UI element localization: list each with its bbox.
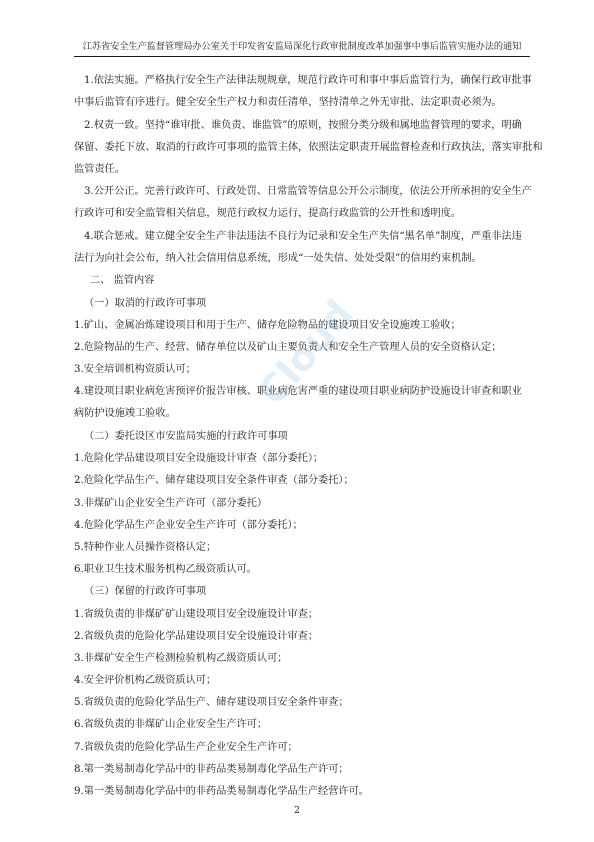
list-item: 7.省级负责的危险化学品生产企业安全生产许可； — [74, 742, 298, 753]
document-header: 江苏省安全生产监督管理局办公室关于印发省安监局深化行政审批制度改革加强事中事后监管实施办法的通知 — [82, 41, 522, 52]
list-item: 5.特种作业人员操作资格认定； — [74, 542, 217, 553]
paragraph-line: 监管责任。 — [74, 164, 125, 175]
paragraph-line: 保留、委托下放、取消的行政许可事项的监管主体，依照法定职责开展监督检查和行政执法，落实审批和 — [74, 142, 543, 153]
paragraph-line: 中事后监管有序进行。健全安全生产权力和责任清单，坚持清单之外无审批、法定职责必须为。 — [74, 97, 502, 108]
paragraph-line: 3.公开公正。完善行政许可、行政处罚、日常监管等信息公开公示制度，依法公开所承担的安全生产 — [84, 186, 532, 197]
header-rule — [74, 56, 530, 57]
paragraph-line: 2.权责一致。坚持“谁审批、谁负责、谁监管”的原则，按照分类分级和属地监督管理的要求，明确 — [84, 120, 522, 131]
subsection-heading: （三）保留的行政许可事项 — [84, 586, 207, 597]
list-item: 2.危险化学品生产、储存建设项目安全条件审查（部分委托）； — [74, 475, 354, 486]
section-heading: 二、 监管内容 — [90, 275, 155, 286]
page-number: 2 — [294, 806, 300, 816]
subsection-heading: （二）委托设区市安监局实施的行政许可事项 — [84, 431, 288, 442]
watermark: Cloud — [250, 292, 362, 414]
list-item: 4.危险化学品生产企业安全生产许可（部分委托）； — [74, 520, 303, 531]
list-item: 3.安全培训机构资质认可； — [74, 364, 196, 375]
list-item: 4.建设项目职业病危害预评价报告审核、职业病危害严重的建设项目职业病防护设施设计审查和职业 — [74, 386, 522, 397]
list-item: 2.危险物品的生产、经营、储存单位以及矿山主要负责人和安全生产管理人员的安全资格认定； — [74, 342, 502, 353]
paragraph-line: 行政许可和安全监管相关信息，规范行政权力运行，提高行政监管的公开性和透明度。 — [74, 208, 462, 219]
list-item: 4.安全评价机构乙级资质认可； — [74, 675, 217, 686]
list-item: 9.第一类易制毒化学品中的非药品类易制毒化学品生产经营许可。 — [74, 786, 369, 797]
list-item: 8.第一类易制毒化学品中的非药品类易制毒化学品生产许可； — [74, 764, 349, 775]
list-item: 3.非煤矿山企业安全生产许可（部分委托） — [74, 498, 268, 509]
list-item: 6.省级负责的非煤矿山企业安全生产许可； — [74, 719, 268, 730]
paragraph-line: 法行为向社会公布，纳入社会信用信息系统，形成“一处失信、处处受限”的信用约束机制。 — [74, 253, 482, 264]
list-item: 1.省级负责的非煤矿矿山建设项目安全设施设计审查； — [74, 609, 319, 620]
subsection-heading: （一）取消的行政许可事项 — [84, 298, 207, 309]
list-item: 3.非煤矿安全生产检测检验机构乙级资质认可； — [74, 653, 288, 664]
list-item: 5.省级负责的危险化学品生产、储存建设项目安全条件审查； — [74, 697, 349, 708]
list-item: 病防护设施竣工验收。 — [74, 408, 176, 419]
list-item: 1.危险化学品建设项目安全设施设计审查（部分委托）； — [74, 453, 324, 464]
paragraph-line: 1.依法实施。严格执行安全生产法律法规规章，规范行政许可和事中事后监管行为，确保行政审批事 — [84, 75, 532, 86]
list-item: 1.矿山、金属冶炼建设项目和用于生产、储存危险物品的建设项目安全设施竣工验收； — [74, 320, 461, 331]
list-item: 6.职业卫生技术服务机构乙级资质认可。 — [74, 564, 257, 575]
list-item: 2.省级负责的危险化学品建设项目安全设施设计审查； — [74, 631, 319, 642]
paragraph-line: 4.联合惩戒。建立健全安全生产非法违法不良行为记录和安全生产失信“黑名单”制度，严重非法违 — [84, 231, 522, 242]
